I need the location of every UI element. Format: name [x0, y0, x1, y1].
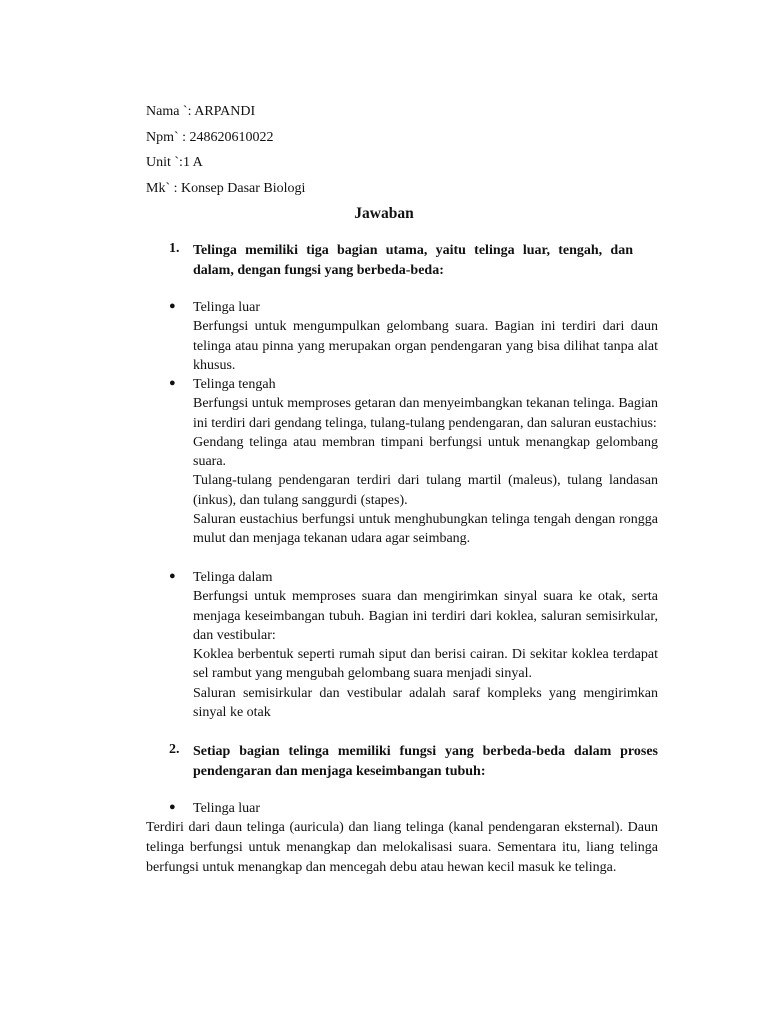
question-2-number: 2.: [169, 742, 180, 757]
question-1-number: 1.: [169, 241, 180, 256]
item-paragraph: Berfungsi untuk mengumpulkan gelombang suara. Bagian ini terdiri dari daun telinga atau pinna yang merupakan organ pendengaran yang bisa dilihat tanpa alat khusus.: [193, 319, 658, 373]
question-2-text: Setiap bagian telinga memiliki fungsi yang berbeda-beda dalam proses pendengaran dan menjaga keseimbangan tubuh:: [193, 744, 658, 779]
item-heading: Telinga tengah: [193, 377, 276, 392]
item-paragraph: Koklea berbentuk seperti rumah siput dan berisi cairan. Di sekitar koklea terdapat sel rambut yang mengubah gelombang suara menjadi sinyal.: [193, 647, 658, 682]
course-name: Mk` : Konsep Dasar Biologi: [146, 181, 306, 196]
bullet-icon: ●: [169, 377, 176, 389]
student-name: Nama `: ARPANDI: [146, 104, 256, 119]
page-title: Jawaban: [354, 205, 414, 222]
question-1-text: Telinga memiliki tiga bagian utama, yaitu telinga luar, tengah, dan dalam, dengan fungsi yang berbeda-beda:: [193, 243, 633, 278]
item-heading: Telinga dalam: [193, 570, 273, 585]
item-heading: Telinga luar: [193, 801, 261, 816]
item-paragraph: Berfungsi untuk memproses suara dan mengirimkan sinyal suara ke otak, serta menjaga keseimbangan tubuh. Bagian ini terdiri dari koklea, saluran semisirkular, dan vestibular:: [193, 589, 658, 643]
list-item-telinga-luar-2: [193, 799, 658, 818]
item-paragraph: Saluran semisirkular dan vestibular adalah saraf kompleks yang mengirimkan sinyal ke otak: [193, 685, 658, 721]
item-paragraph: Tulang-tulang pendengaran terdiri dari tulang martil (maleus), tulang landasan (inkus), dan tulang sanggurdi (stapes).: [193, 473, 658, 508]
answer-paragraph: Terdiri dari daun telinga (auricula) dan liang telinga (kanal pendengaran eksternal). Daun telinga berfungsi untuk menangkap dan melokalisasi suara. Sementara itu, liang telinga berfungsi untuk menangkap dan mencegah debu atau hewan kecil masuk ke telinga.: [146, 820, 658, 875]
list-item-telinga-luar: [193, 298, 658, 375]
item-paragraph: Saluran eustachius berfungsi untuk menghubungkan telinga tengah dengan rongga mulut dan menjaga tekanan udara agar seimbang.: [193, 512, 658, 547]
list-item-telinga-tengah: [193, 375, 658, 549]
item-paragraph: Berfungsi untuk memproses getaran dan menyeimbangkan tekanan telinga. Bagian ini terdiri dari gendang telinga, tulang-tulang pendengaran, dan saluran eustachius:: [193, 396, 658, 431]
bullet-icon: ●: [169, 801, 176, 813]
bullet-icon: ●: [169, 570, 176, 582]
student-npm: Npm` : 248620610022: [146, 130, 274, 145]
item-paragraph: Gendang telinga atau membran timpani berfungsi untuk menangkap gelombang suara.: [193, 434, 658, 470]
bullet-icon: ●: [169, 300, 176, 312]
student-unit: Unit `:1 A: [146, 155, 203, 170]
list-item-telinga-dalam: [193, 568, 658, 722]
item-heading: Telinga luar: [193, 300, 261, 315]
